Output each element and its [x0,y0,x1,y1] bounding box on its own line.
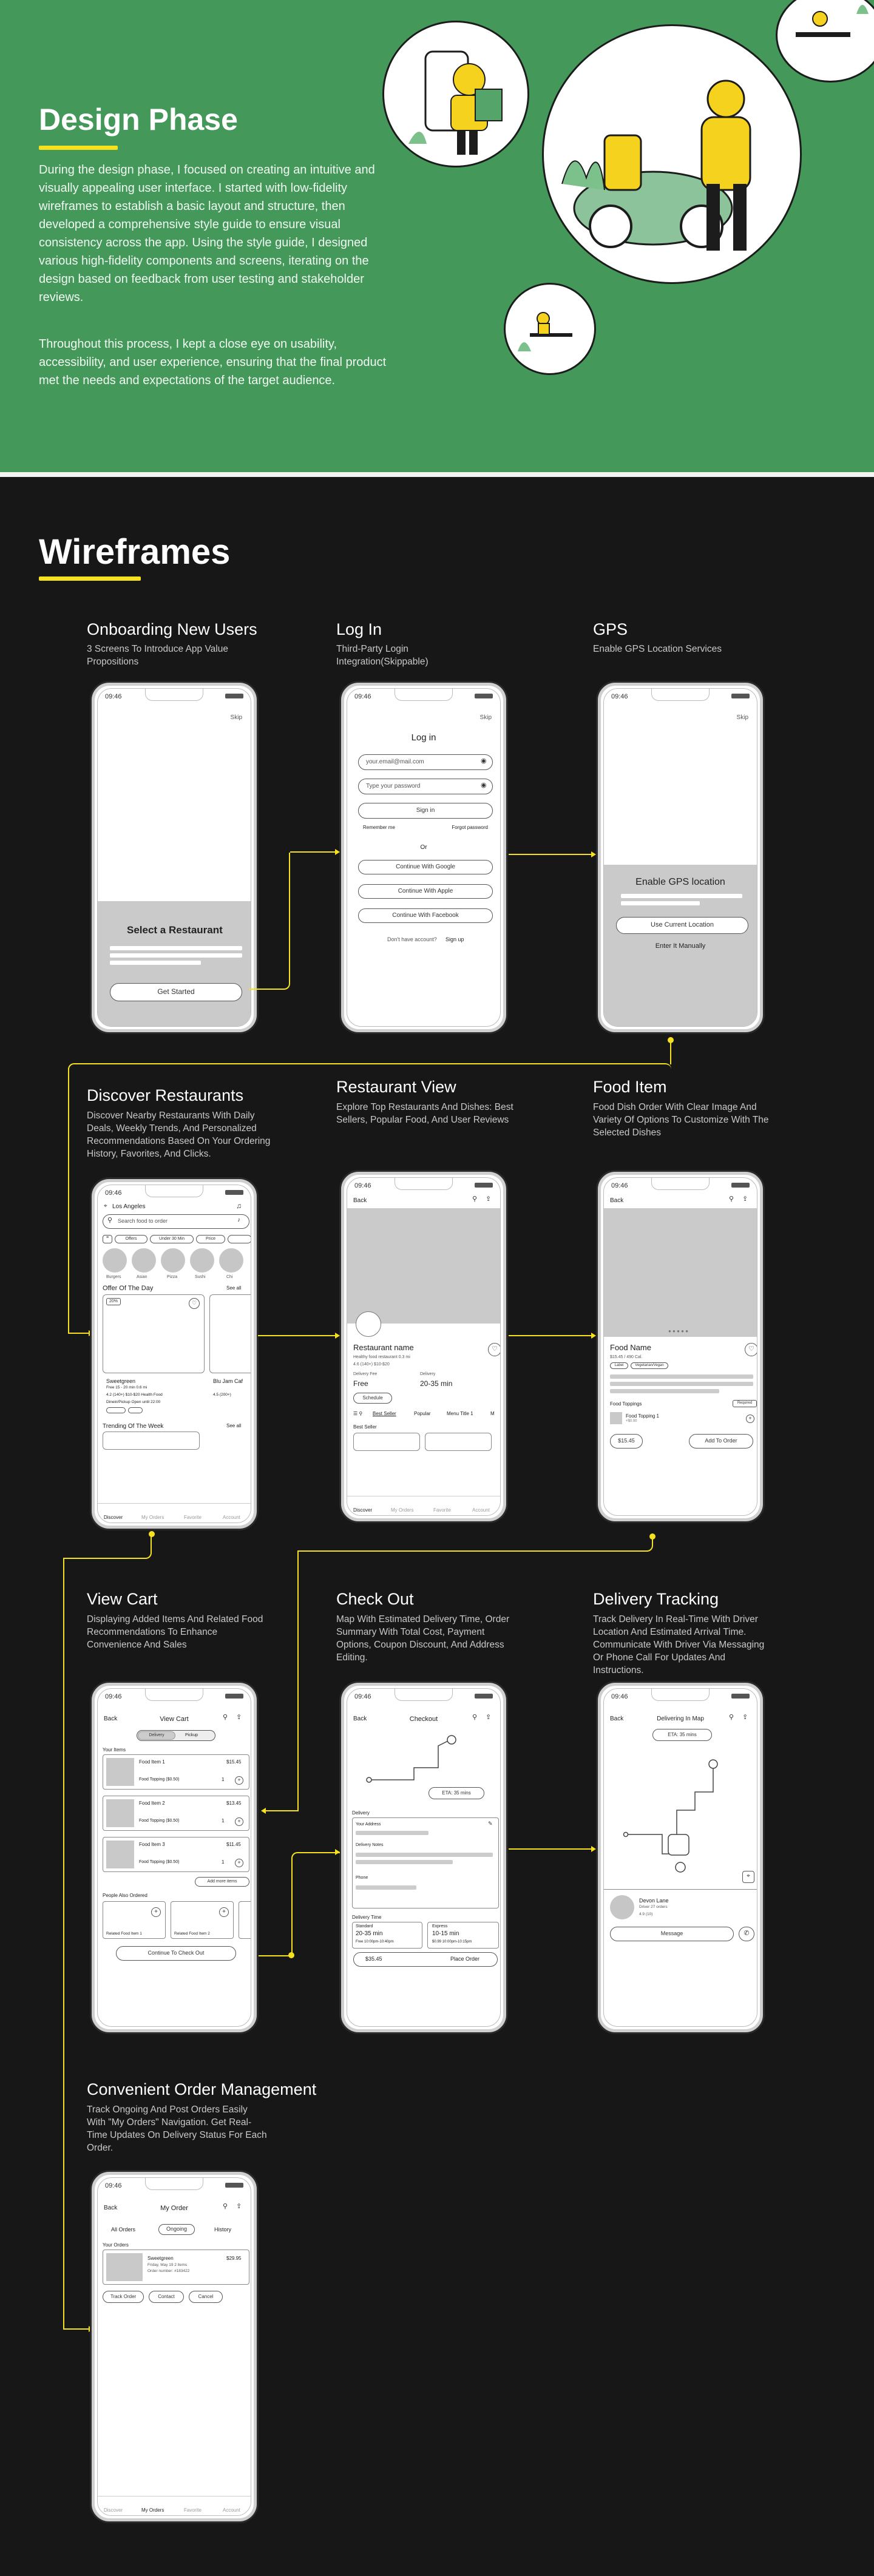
section-title-gps: GPS [593,620,628,638]
section-title-tracking: Delivery Tracking [593,1590,719,1608]
status-icons [225,1190,243,1195]
cart-item-price: $15.45 [226,1759,242,1765]
express-time: 10-15 min [432,1930,459,1937]
category-pizza[interactable] [161,1248,185,1273]
onboarding-heading: Select a Restaurant [127,924,223,936]
bottom-tab-bar [98,2496,251,2515]
delivery-heading: Delivery [352,1810,370,1816]
flow-connector [670,1040,671,1064]
order-name: Sweetgreen [147,2256,174,2261]
filter-icon[interactable]: ≡ [103,1235,112,1243]
cart-item-topping: Food Topping ($0.50) [139,1777,180,1782]
mic-icon[interactable]: ♪ [237,1217,240,1223]
your-items-heading: Your Items [103,1747,126,1753]
status-time: 09:46 [354,1182,371,1189]
status-time: 09:46 [611,1182,628,1189]
section-desc-checkout: Map With Estimated Delivery Time, Order Summary With Total Cost, Payment Options, Coupon Discount, And Address Editing. [336,1614,510,1663]
no-account-text: Don't have account? [387,936,437,942]
status-time: 09:46 [105,1189,122,1197]
delivery-tab[interactable]: Delivery [138,1731,175,1740]
also-ordered-heading: People Also Ordered [103,1893,147,1898]
orders-title: My Order [160,2205,188,2212]
cart-item-price: $13.45 [226,1800,242,1806]
express-label: Express [432,1924,448,1929]
cart-title: View Cart [160,1716,189,1723]
section-desc-discover: Discover Nearby Restaurants With Daily Deals, Weekly Trends, And Personalized Recommendations Based On Your Ordering History, Favorites, And Clicks. [87,1111,271,1159]
phone-call-icon[interactable]: ✆ [739,1927,754,1941]
flow-arrow [261,1808,266,1814]
flow-connector [258,1335,339,1336]
flow-connector [68,1068,69,1333]
tab-discover[interactable]: Discover [104,1515,123,1520]
increment-button[interactable]: + [235,1859,243,1867]
category-sushi[interactable] [190,1248,214,1273]
card-meta: 4.2 (140+) $10-$20 Health Food [106,1393,163,1397]
delivery-time-heading: Delivery Time [352,1915,382,1920]
restaurant-name: Restaurant name [353,1343,414,1352]
bottom-tab-bar [347,1496,500,1515]
password-field[interactable]: Type your password [358,779,493,794]
heart-icon[interactable]: ♡ [745,1343,757,1356]
phone-discover [90,1177,259,1530]
food-price-cal: $15.45 / 490 Cal. [610,1355,643,1359]
delivery-label: Delivery [420,1372,436,1376]
heart-icon[interactable]: ♡ [189,1298,200,1309]
cart-item-topping: Food Topping ($0.50) [139,1860,180,1864]
skip-link[interactable]: Skip [230,714,242,721]
scooter-delivery-illustration [542,24,802,284]
design-paragraph-2: Throughout this process, I kept a close eye on usability, accessibility, and user experience, ensuring that the final product met the needs and expectations of the target audience. [39,337,387,387]
menu-tab-popular[interactable]: Popular [414,1411,431,1416]
driver-meta: Driver 27 orders [639,1905,668,1909]
section-desc-tracking: Track Delivery In Real-Time With Driver Location And Estimated Arrival Time. Communicate With Driver Via Messaging Or Phone Call For Updates And Instructions. [593,1614,765,1675]
section-title-onboarding: Onboarding New Users [87,620,257,638]
section-desc-orders: Track Ongoing And Post Orders Easily With "My Orders" Navigation. Get Real-Time Updates On Delivery Status For Each Order. [87,2104,267,2153]
share-icon[interactable]: ⇪ [486,1195,492,1203]
trending-card[interactable] [103,1432,200,1450]
restaurant-banner [347,1208,500,1323]
card-name: Sweetgreen [106,1378,136,1384]
phone-shopping-illustration [382,21,529,167]
restaurant-card[interactable] [209,1294,251,1373]
section-desc-cart: Displaying Added Items And Related Food Recommendations To Enhance Convenience And Sales [87,1614,263,1650]
share-icon[interactable]: ⇪ [742,1714,748,1721]
restaurant-rating: 4.6 (140+) $10-$20 [353,1362,390,1367]
tab-ongoing[interactable]: Ongoing [158,2224,195,2235]
flow-connector [297,1537,653,1552]
menu-tab-more[interactable]: M [490,1411,495,1416]
order-price: $29.95 [226,2256,242,2261]
restaurant-logo [356,1311,381,1337]
eta-badge: ETA: 35 mins [429,1787,484,1799]
increment-button[interactable]: + [235,1817,243,1826]
phone-login [339,681,508,1034]
section-desc-gps: Enable GPS Location Services [593,644,722,654]
status-icons [475,1694,493,1699]
trending-heading: Trending Of The Week [103,1423,164,1430]
menu-tab-title-1[interactable]: Menu Title 1 [447,1411,473,1416]
back-button[interactable]: Back [353,1197,367,1204]
checkout-title: Checkout [409,1716,438,1723]
status-time: 09:46 [354,1693,371,1700]
phone-cart [90,1681,259,2034]
tracking-title: Delivering In Map [657,1716,704,1722]
track-order-button[interactable]: Track Order [103,2291,144,2303]
add-topping-button[interactable]: + [746,1415,754,1423]
cart-item-qty: 1 [222,1777,225,1782]
category-label: Sushi [195,1275,206,1279]
filter-more[interactable] [228,1235,251,1243]
search-icon[interactable]: ⚲ [223,1714,228,1721]
cart-item-name: Food Item 3 [139,1842,165,1847]
category-chi[interactable] [219,1248,243,1273]
forgot-password-link[interactable]: Forgot password [452,825,488,830]
status-time: 09:46 [105,1693,122,1700]
design-paragraph-1: During the design phase, I focused on creating an intuitive and visually appealing user interface. I started with low-fidelity wireframes to establish a basic layout and structure, then developed a comprehensive style guide to ensure visual consistency across the app. Using the style guide, I designed various high-fidelity components and screens, iterating on the design based on feedback from user testing and stakeholder reviews. [39,163,375,304]
section-desc-onboarding: 3 Screens To Introduce App Value Propositions [87,644,228,667]
status-icons [731,1183,750,1188]
schedule-button[interactable]: Schedule [353,1393,392,1404]
tab-my-orders[interactable]: My Orders [391,1507,414,1513]
eye-icon[interactable]: ◉ [481,757,487,765]
enter-manually-link[interactable]: Enter It Manually [655,942,706,950]
back-button[interactable]: Back [353,1716,367,1722]
status-icons [731,694,750,698]
location-selector[interactable]: Los Angeles [112,1203,146,1210]
flow-connector [63,2328,90,2330]
category-burgers[interactable] [103,1248,127,1273]
use-current-location-button[interactable]: Use Current Location [616,917,748,934]
restaurant-table-illustration [504,283,596,375]
status-time: 09:46 [105,693,122,700]
status-icons [225,694,243,698]
phone-gps [596,681,765,1034]
skip-link[interactable]: Skip [479,714,492,721]
tab-discover[interactable]: Discover [104,2507,123,2513]
search-icon[interactable]: ⚲ [729,1714,734,1721]
back-button[interactable]: Back [104,2205,118,2211]
flow-arrow [335,1333,340,1339]
cart-item-qty: 1 [222,1818,225,1824]
standard-label: Standard [356,1924,373,1929]
driver-rating: 4.9 (10) [639,1912,653,1916]
cart-item-name: Food Item 2 [139,1800,165,1806]
tab-favorite[interactable]: Favorite [433,1507,451,1513]
title-underline [39,146,118,150]
card-meta: Dinein/Pickup Open until 22:00 [106,1400,161,1404]
offer-of-day-heading: Offer Of The Day [103,1285,154,1292]
card-tag [106,1407,126,1413]
status-time: 09:46 [105,2182,122,2189]
status-icons [731,1694,750,1699]
section-title-login: Log In [336,620,382,638]
status-icons [225,2183,243,2188]
back-button[interactable]: Back [104,1716,118,1722]
gps-heading: Enable GPS location [635,877,725,887]
flow-connector [68,1063,671,1069]
tab-history[interactable]: History [214,2226,232,2233]
edit-icon[interactable]: ✎ [488,1820,493,1827]
menu-tab-best-seller[interactable]: Best Seller [373,1411,396,1416]
see-all-link[interactable]: See all [226,1423,242,1428]
cart-item-qty: 1 [222,1859,225,1865]
status-time: 09:46 [611,693,628,700]
card-name: Blu Jam Caf [213,1378,243,1384]
tab-discover[interactable]: Discover [353,1507,373,1513]
status-icons [475,1183,493,1188]
share-icon[interactable]: ⇪ [742,1195,748,1203]
card-tag [128,1407,143,1413]
related-item-card[interactable] [239,1901,251,1939]
flow-connector [509,1335,592,1336]
topping-thumb [610,1412,622,1424]
or-divider: Or [420,844,427,851]
express-fee: $0.99 10:00pm-10:15pm [432,1940,472,1944]
flow-arrow [591,1333,596,1339]
flow-connector [509,1848,592,1850]
notes-field[interactable]: Delivery Notes [356,1843,384,1847]
driver-name: Devon Lane [639,1898,669,1904]
card-meta: Free 15 - 20 min 0.6 mi [106,1385,147,1390]
search-icon[interactable]: ⚲ [729,1195,734,1203]
section-title-orders: Convenient Order Management [87,2080,317,2098]
eta-badge: ETA: 35 mins [652,1729,712,1741]
increment-button[interactable]: + [235,1776,243,1785]
toppings-heading: Food Toppings [610,1401,642,1407]
design-phase-title: Design Phase [39,103,238,137]
menu-icon[interactable]: ☰ ⚲ [353,1411,363,1416]
flow-arrow [335,1849,340,1855]
flow-connector [249,853,290,990]
flow-connector [63,1535,152,1559]
skip-link[interactable]: Skip [736,714,748,721]
section-divider [0,472,874,477]
message-button[interactable]: Message [610,1927,734,1941]
required-badge: Required [733,1400,757,1407]
locate-icon[interactable]: ⌖ [742,1871,754,1883]
place-order-button[interactable]: Place Order [450,1956,480,1962]
apple-button[interactable]: Continue With Apple [358,884,493,899]
section-title-discover: Discover Restaurants [87,1086,244,1104]
phone-onboarding [90,681,259,1034]
food-tag: Label [610,1362,628,1369]
section-title-cart: View Cart [87,1590,158,1608]
status-time: 09:46 [611,1693,628,1700]
flow-connector [291,1852,340,1955]
share-icon[interactable]: ⇪ [236,2203,242,2210]
tab-all-orders[interactable]: All Orders [111,2226,136,2233]
image-pager-dots[interactable]: ● ● ● ● ● [668,1328,689,1334]
category-label: Pizza [167,1275,178,1279]
share-icon[interactable]: ⇪ [236,1714,242,1721]
flow-arrow [335,849,340,855]
search-input[interactable]: Search food to order [103,1214,249,1229]
cart-item-topping: Food Topping ($0.50) [139,1819,180,1823]
order-number: Order number: #183422 [147,2269,190,2273]
add-more-items-button[interactable]: Add more items [195,1877,249,1887]
phone-restaurant [339,1170,508,1523]
flow-connector [297,1550,299,1811]
food-price: $15.45 [610,1434,643,1449]
tab-my-orders[interactable]: My Orders [141,1515,164,1520]
menu-item-card[interactable] [353,1433,420,1451]
continue-checkout-button[interactable]: Continue To Check Out [116,1946,236,1961]
food-image [604,1208,757,1337]
flow-connector [290,851,339,853]
contact-button[interactable]: Contact [149,2291,184,2303]
status-icons [475,694,493,698]
flow-connector [68,1333,90,1334]
standard-fee: Free 10:00pm-10:40pm [356,1940,394,1944]
cancel-button[interactable]: Cancel [189,2291,223,2303]
tab-account[interactable]: Account [472,1507,490,1513]
remember-me-checkbox[interactable]: Remember me [363,825,395,830]
wireframes-underline [39,576,141,581]
google-button[interactable]: Continue With Google [358,860,493,874]
status-icons [225,1694,243,1699]
tab-account[interactable]: Account [223,2507,240,2513]
related-item-name: Related Food Item 1 [106,1932,142,1936]
section-desc-login: Third-Party Login Integration(Skippable) [336,644,429,667]
status-time: 09:46 [354,693,371,700]
phone-orders [90,2170,259,2523]
discount-badge: 20% [106,1298,121,1305]
cart-item-name: Food Item 1 [139,1759,165,1765]
filter-offers[interactable]: Offers [115,1235,147,1243]
tab-favorite[interactable]: Favorite [184,1515,202,1520]
tracking-map [604,1743,757,1883]
category-label: Burgers [106,1275,121,1279]
flow-arrow [591,851,596,857]
flow-connector [259,1955,290,1956]
search-icon: ⚲ [107,1217,113,1224]
sign-up-link[interactable]: Sign up [445,936,464,942]
search-icon[interactable]: ⚲ [472,1714,478,1721]
section-title-checkout: Check Out [336,1590,414,1608]
add-to-order-button[interactable]: Add To Order [689,1434,753,1449]
category-asian[interactable] [132,1248,156,1273]
address-field[interactable]: Your Address [356,1822,381,1827]
wireframes-title: Wireframes [39,532,231,572]
section-title-food: Food Item [593,1078,667,1096]
back-button[interactable]: Back [610,1716,624,1722]
email-field[interactable]: your.email@mail.com [358,754,493,770]
related-item-name: Related Food Item 2 [174,1932,210,1936]
tab-account[interactable]: Account [223,1515,240,1520]
get-started-button[interactable]: Get Started [110,983,242,1001]
tab-my-orders[interactable]: My Orders [141,2507,164,2513]
section-desc-food: Food Dish Order With Clear Image And Variety Of Options To Customize With The Selected Dishes [593,1102,769,1138]
order-total: $35.45 [365,1956,382,1962]
share-icon[interactable]: ⇪ [486,1714,492,1721]
driver-avatar [610,1895,634,1919]
tab-favorite[interactable]: Favorite [184,2507,202,2513]
card-meta: 4.5 (200+) [213,1393,231,1397]
phone-food-item [596,1170,765,1523]
delivery-time-value: 20-35 min [420,1379,453,1388]
food-tag: Vegetarian/Vegan [631,1362,668,1369]
filter-price[interactable]: Price [196,1235,225,1243]
flow-connector [265,1810,299,1811]
pickup-tab[interactable]: Pickup [185,1733,198,1737]
cart-item-price: $11.45 [226,1842,241,1847]
see-all-link[interactable]: See all [226,1285,242,1291]
search-icon[interactable]: ⚲ [223,2203,228,2210]
back-button[interactable]: Back [610,1197,624,1204]
delivery-fee-value: Free [353,1379,368,1388]
login-heading: Log in [411,732,436,743]
topping-price: +$0.00 [626,1419,637,1423]
phone-tracking [596,1681,765,2034]
standard-time: 20-35 min [356,1930,383,1937]
phone-checkout [339,1681,508,2034]
restaurant-sub: Healthy food restaurant 0.3 mi [353,1355,410,1359]
bell-icon[interactable]: ♫ [236,1202,242,1210]
category-label: Asian [137,1275,147,1279]
sign-in-button[interactable]: Sign in [358,803,493,819]
delivery-fee-label: Delivery Fee [353,1372,378,1376]
location-pin-icon: ⌖ [104,1203,107,1209]
eye-icon[interactable]: ◉ [481,782,487,789]
topping-name: Food Topping 1 [626,1413,660,1419]
order-date: Friday, May 19 2 items [147,2263,188,2267]
bottom-tab-bar [98,1503,251,1523]
best-seller-heading: Best Seller [353,1424,377,1430]
food-name: Food Name [610,1343,651,1352]
phone-field[interactable]: Phone [356,1876,368,1880]
heart-icon[interactable]: ♡ [488,1343,501,1356]
add-related-button[interactable]: + [151,1907,161,1917]
flow-arrow [591,1846,596,1852]
menu-item-card[interactable] [425,1433,492,1451]
search-icon[interactable]: ⚲ [472,1195,478,1203]
flow-connector [63,1563,64,2330]
filter-time[interactable]: Under 30 Min [150,1235,194,1243]
category-label: Chi [226,1275,233,1279]
section-desc-restaurant: Explore Top Restaurants And Dishes: Best Sellers, Popular Food, And User Reviews [336,1102,513,1125]
flow-connector [509,854,592,855]
add-related-button[interactable]: + [219,1907,229,1917]
facebook-button[interactable]: Continue With Facebook [358,908,493,923]
section-title-restaurant: Restaurant View [336,1078,456,1096]
your-orders-heading: Your Orders [103,2242,129,2248]
